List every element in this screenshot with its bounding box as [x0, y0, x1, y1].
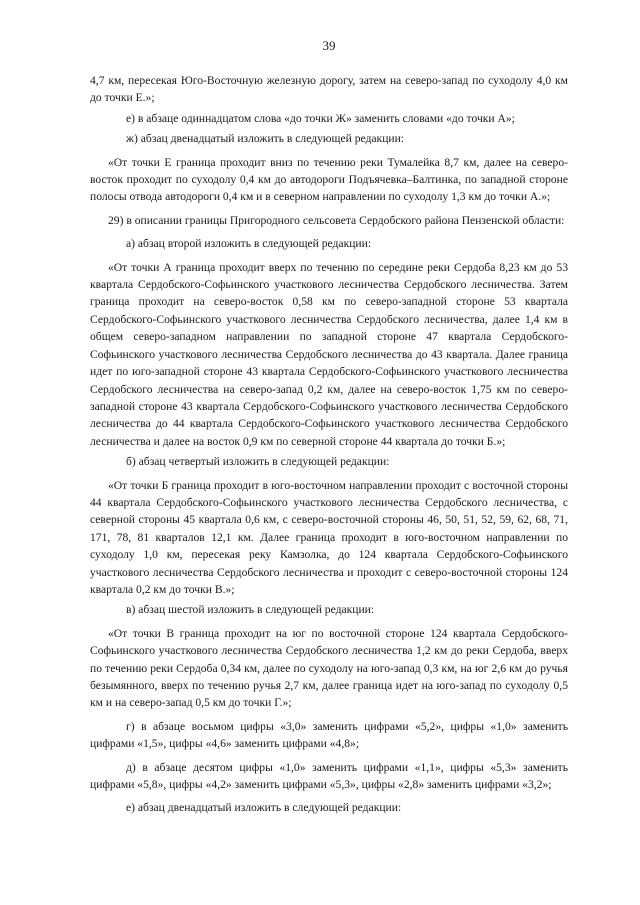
paragraph-quote-point-e: «От точки Е граница проходит вниз по течению реки Тумалейка 8,7 км, далее на северо-восток проходит по суходолу 0,4 км до автодороги Подъячевка–Балтинка, по западной стороне полосы отвода автодороги 0,4 км и в северном направлении по суходолу 1,3 км до точки А.»;	[90, 155, 568, 204]
paragraph-item-b: б) абзац четвертый изложить в следующей редакции:	[126, 455, 390, 469]
document-body	[90, 72, 568, 817]
paragraph-item-v: в) абзац шестой изложить в следующей редакции:	[126, 603, 375, 617]
paragraph-continuation: 4,7 км, пересекая Юго-Восточную железную дорогу, затем на северо-запад по суходолу 4,0 км до точки Е.»;	[90, 74, 568, 105]
document-page	[90, 0, 568, 905]
page-number: 39	[322, 38, 336, 53]
paragraph-item-zh: ж) абзац двенадцатый изложить в следующей редакции:	[126, 132, 405, 146]
paragraph-section-29: 29) в описании границы Пригородного сельсовета Сердобского района Пензенской области:	[108, 213, 565, 227]
paragraph-item-g: г) в абзаце восьмом цифры «3,0» заменить цифрами «5,2», цифры «1,0» заменить цифрами «1,5», цифры «4,6» заменить цифрами «4,8»;	[90, 719, 568, 751]
paragraph-quote-point-v: «От точки В граница проходит на юг по восточной стороне 124 квартала Сердобского-Софьинского участкового лесничества Сердобского лесничества 1,2 км до реки Сердоба, вверх по течению реки Сердоба 0,34 км, далее по суходолу на юго-запад 0,3 км, на юг 2,6 км до ручья безымянного, вверх по течению ручья 2,7 км, далее граница идет на юго-запад по суходолу 0,5 км и на северо-запад 0,5 км до точки Г.»;	[90, 626, 568, 710]
paragraph-quote-point-a: «От точки А граница проходит вверх по течению по середине реки Сердоба 8,23 км до 53 квартала Сердобского-Софьинского участкового лесничества Сердобского лесничества. Затем граница проходит на северо-восток 0,58 км по северо-западной стороне 53 квартала Сердобского-Софьинского участкового лесничества Сердобского лесничества, далее 1,4 км в общем северо-западном направлении по западной стороне 47 квартала Сердобского-Софьинского участкового лесничества Сердобского лесничества до 43 квартала. Далее граница идет по юго-западной стороне 43 квартала Сердобского-Софьинского участкового лесничества Сердобского лесничества на северо-запад 0,2 км, далее на северо-восток 1,75 км по северо-западной стороне 43 квартала Сердобского-Софьинского участкового лесничества Сердобского лесничества до 44 квартала Сердобского-Софьинского участкового лесничества Сердобского лесничества и далее на восток 0,9 км по северной стороне 44 квартала до точки Б.»;	[90, 260, 568, 448]
paragraph-quote-point-b: «От точки Б граница проходит в юго-восточном направлении проходит с восточной стороны 44 квартала Сердобского-Софьинского участкового лесничества Сердобского лесничества, с северной стороны 45 квартала 0,6 км, с северо-восточной стороны 46, 50, 51, 52, 59, 62, 68, 71, 171, 78, 81 кварталов 12,1 км. Далее граница проходит в юго-восточном направлении по суходолу 1,0 км, пересекая реку Камзолка, до 124 квартала Сердобского-Софьинского участкового лесничества Сердобского лесничества и проходит с северо-восточной стороны 124 квартала 0,2 км до точки В.»;	[90, 478, 568, 596]
paragraph-item-d: д) в абзаце десятом цифры «1,0» заменить цифрами «1,1», цифры «5,3» заменить цифрами «5,8», цифры «4,2» заменить цифрами «5,3», цифры «2,8» заменить цифрами «3,2»;	[90, 760, 568, 792]
paragraph-item-e: е) в абзаце одиннадцатом слова «до точки Ж» заменить словами «до точки А»;	[126, 111, 515, 125]
paragraph-item-e2: е) абзац двенадцатый изложить в следующей редакции:	[126, 801, 402, 815]
paragraph-item-a: а) абзац второй изложить в следующей редакции:	[126, 237, 372, 251]
